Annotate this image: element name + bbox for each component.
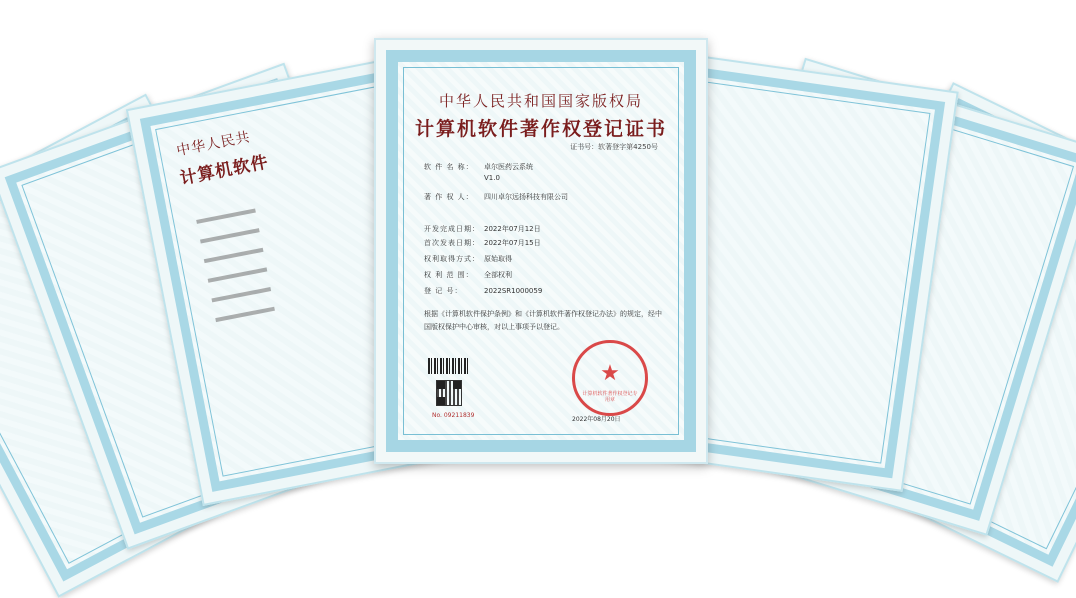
certificate-statement: 根据《计算机软件保护条例》和《计算机软件著作权登记办法》的规定，经中国版权保护中心审核，对以上事项予以登记。 (424, 310, 662, 331)
star-icon: ★ (600, 361, 620, 386)
field-value: 2022年07月15日 (484, 239, 541, 247)
official-seal (572, 340, 648, 416)
field-label: 权利取得方式： (424, 255, 480, 263)
field-label: 登 记 号： (424, 287, 463, 295)
field-acquisition-method (424, 254, 512, 264)
field-label: 权 利 范 围： (424, 271, 474, 279)
field-version (424, 174, 500, 182)
certificate-title: 计算机软件著作权登记证书 (414, 118, 667, 140)
field-label: 首次发表日期： (424, 239, 480, 247)
barcode-icon (428, 358, 468, 374)
seal-text: 计算机软件著作权登记专用章 (582, 391, 638, 403)
field-value: 2022年07月12日 (484, 225, 541, 233)
field-copyright-owner (424, 192, 568, 202)
field-rights-scope (424, 270, 512, 280)
field-value: V1.0 (484, 174, 500, 182)
certificate-title: 计算机软件 (178, 152, 271, 190)
field-value: 四川卓尔远扬科技有限公司 (484, 193, 568, 201)
certificate-issuer: 中华人民共和国国家版权局 (438, 92, 643, 110)
qr-code-icon (436, 380, 462, 406)
issue-date: 2022年08月20日 (572, 416, 621, 423)
field-label: 著 作 权 人： (424, 193, 474, 201)
field-value: 原始取得 (484, 255, 512, 263)
field-registration-no (424, 286, 542, 296)
field-value: 全部权利 (484, 271, 512, 279)
field-completion-date (424, 224, 541, 234)
field-label: 软 件 名 称： (424, 163, 474, 171)
field-publication-date (424, 238, 541, 248)
certificate-serial: No. 09211839 (432, 412, 475, 419)
field-value: 卓尔医药云系统 (484, 163, 533, 171)
field-value: 2022SR1000059 (484, 287, 543, 295)
certificate-issuer: 中华人民共 (175, 129, 252, 160)
registration-number: 证书号：软著登字第4250号 (570, 143, 658, 151)
field-label: 开发完成日期： (424, 225, 480, 233)
certificate-front (374, 38, 708, 464)
field-software-name (424, 162, 533, 172)
